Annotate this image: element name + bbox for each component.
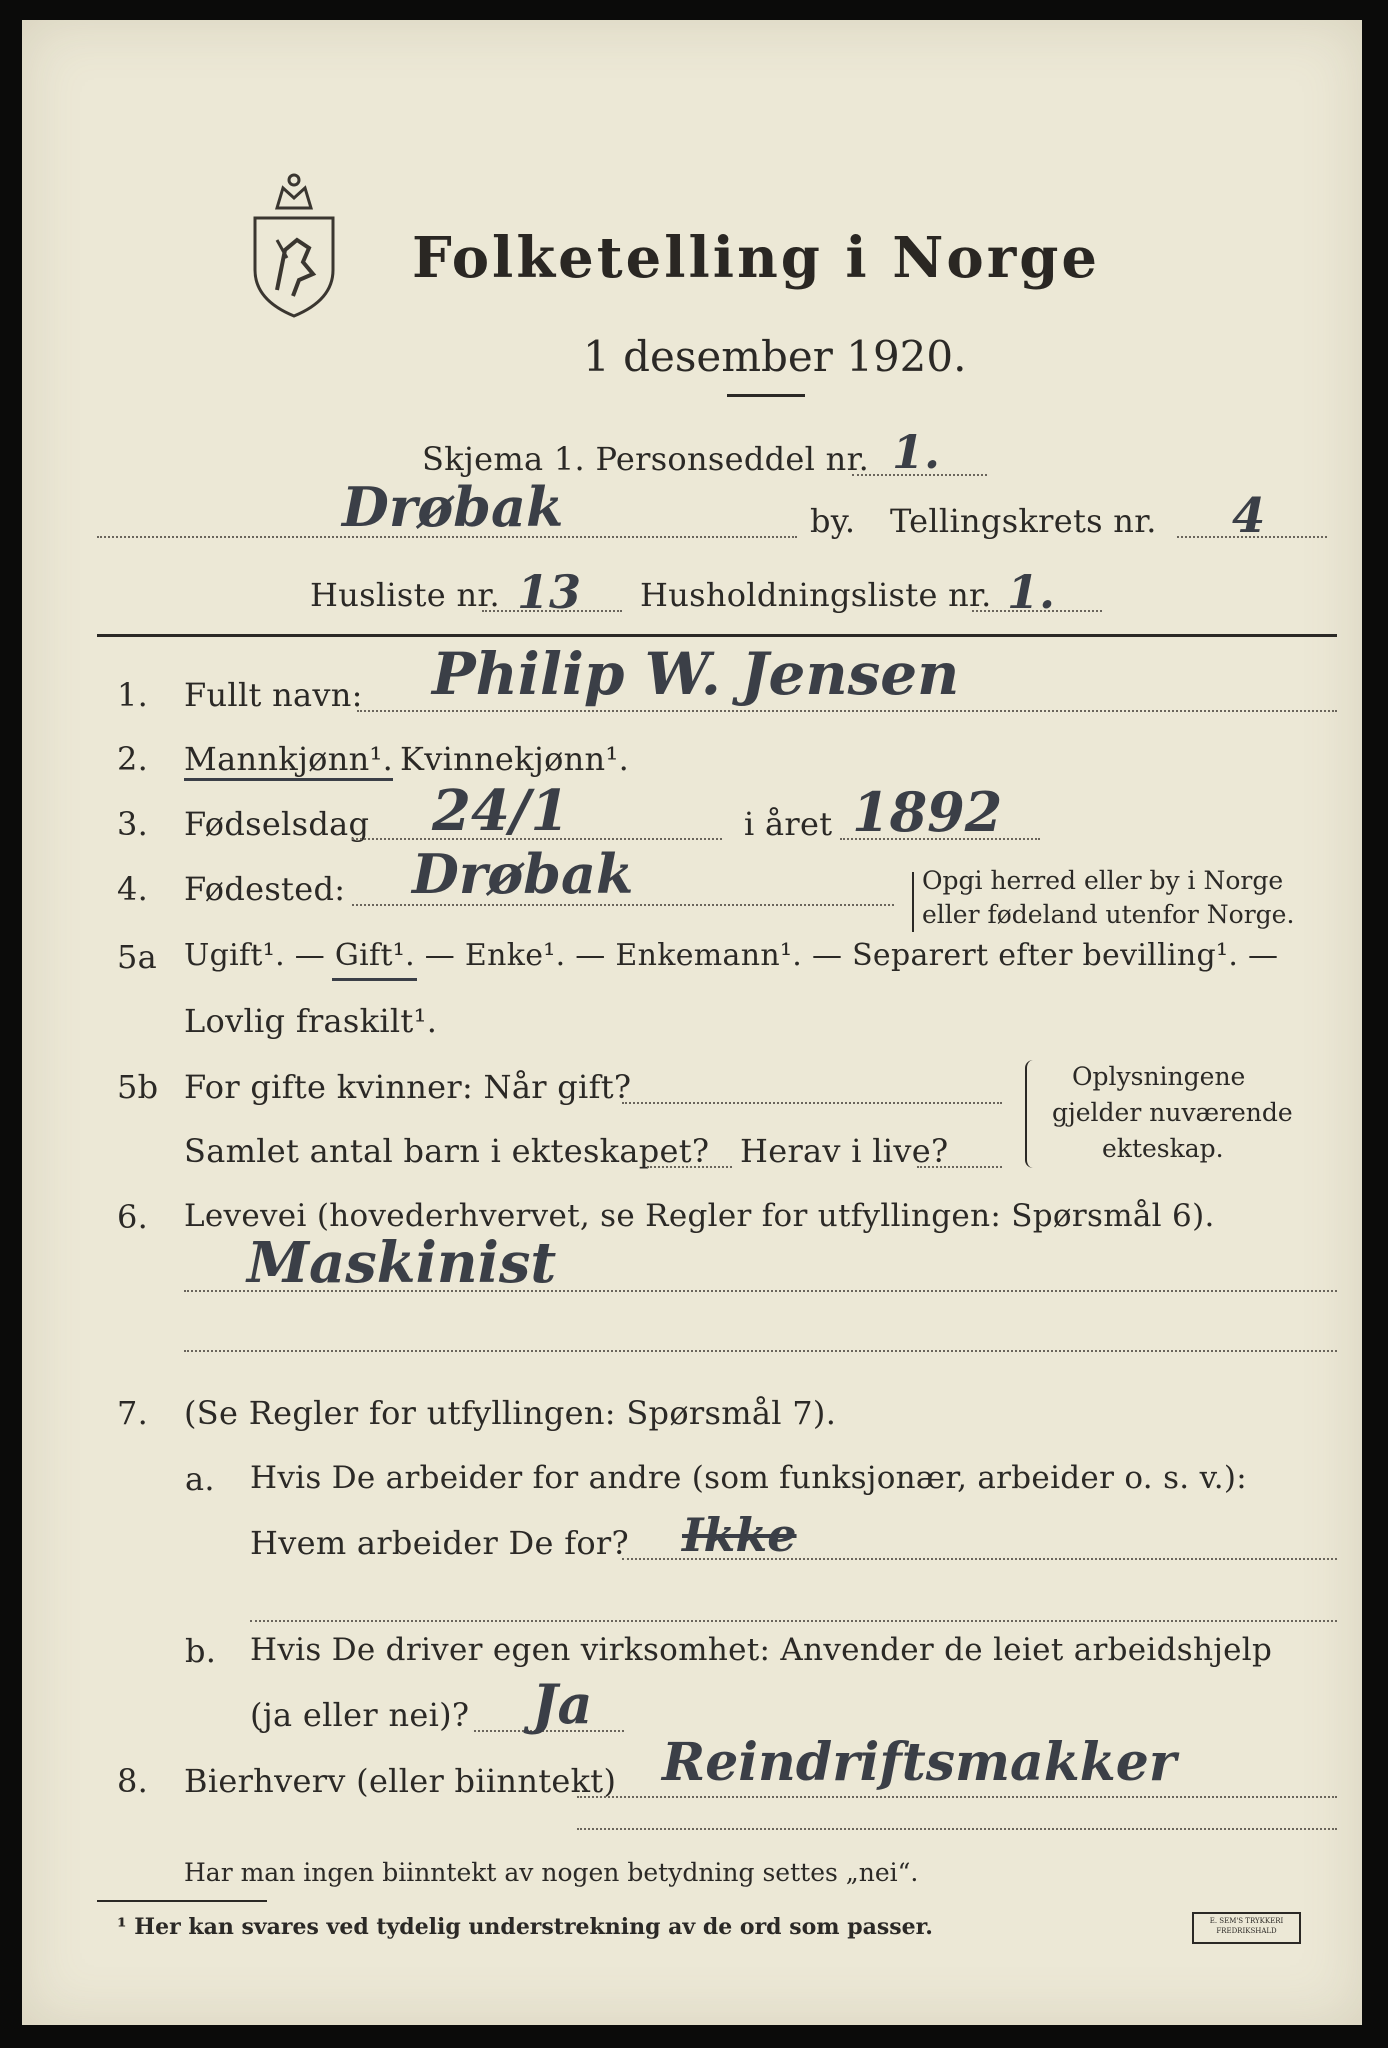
skjema-label: Skjema 1. Personseddel nr. xyxy=(422,440,870,478)
q3-label: Fødselsdag xyxy=(184,805,370,843)
q5b-married-line[interactable] xyxy=(622,1102,1002,1104)
husholdning-label: Husholdningsliste nr. xyxy=(640,576,992,614)
q3-year-label: i året xyxy=(744,805,833,843)
q7a-line2: Hvem arbeider De for? xyxy=(250,1524,629,1562)
census-date: 1 desember 1920. xyxy=(583,332,967,381)
place-value[interactable]: Drøbak xyxy=(342,475,564,539)
q8-label: Bierhverv (eller biinntekt) xyxy=(184,1762,617,1800)
q6-label: Levevei (hovederhvervet, se Regler for utfyllingen: Spørsmål 6). xyxy=(184,1198,1215,1234)
q7b-line2: (ja eller nei)? xyxy=(250,1696,470,1734)
q5b-alive-line[interactable] xyxy=(917,1166,1002,1168)
q1-value[interactable]: Philip W. Jensen xyxy=(432,640,960,708)
q7b-value[interactable]: Ja xyxy=(532,1672,593,1736)
skjema-value[interactable]: 1. xyxy=(892,425,941,479)
q5b-note-line2: gjelder nuværende xyxy=(1052,1098,1293,1127)
q4-note-line2: eller fødeland utenfor Norge. xyxy=(922,900,1295,929)
q7a-letter: a. xyxy=(185,1460,215,1498)
printer-line1: E. SEM'S TRYKKERI xyxy=(1209,1917,1284,1925)
q4-number: 4. xyxy=(117,870,149,908)
q8-value[interactable]: Reindriftsmakker xyxy=(662,1732,1177,1793)
q4-note-line1: Opgi herred eller by i Norge xyxy=(922,866,1284,895)
q5a-number: 5a xyxy=(117,938,158,976)
footnote-divider xyxy=(97,1900,267,1902)
q7b-line1: Hvis De driver egen virksomhet: Anvender de leiet arbeidshjelp xyxy=(250,1632,1273,1668)
husliste-label: Husliste nr. xyxy=(310,576,500,614)
q4-value[interactable]: Drøbak xyxy=(412,842,634,906)
q6-line2 xyxy=(184,1350,1337,1352)
by-label: by. xyxy=(810,502,856,540)
biinntekt-note: Har man ingen biinntekt av nogen betydning settes „nei“. xyxy=(184,1858,919,1887)
q2-mann-option[interactable]: Mannkjønn¹. xyxy=(184,740,393,781)
husliste-value[interactable]: 13 xyxy=(517,565,582,619)
q7b-letter: b. xyxy=(185,1632,217,1670)
q8-line2 xyxy=(577,1828,1337,1830)
printer-line2: FREDRIKSHALD xyxy=(1216,1927,1277,1935)
q8-number: 8. xyxy=(117,1762,149,1800)
norway-coat-of-arms-icon xyxy=(247,170,342,324)
q5a-options[interactable]: Ugift¹. — Gift¹. — Enke¹. — Enkemann¹. — Separert efter bevilling¹. — xyxy=(184,938,1279,973)
q5b-note-line3: ekteskap. xyxy=(1102,1134,1224,1163)
q2-kvinne-option[interactable]: Kvinnekjønn¹. xyxy=(400,740,630,778)
q2-number: 2. xyxy=(117,740,149,778)
q7-number: 7. xyxy=(117,1394,149,1432)
q5a-options-line2[interactable]: Lovlig fraskilt¹. xyxy=(184,1002,438,1040)
q7a-line-extra xyxy=(250,1620,1337,1622)
printer-stamp xyxy=(1192,1912,1301,1944)
q7a-line1: Hvis De arbeider for andre (som funksjonær, arbeider o. s. v.): xyxy=(250,1460,1248,1496)
q4-label: Fødested: xyxy=(184,870,346,908)
q7a-value[interactable]: Ikke xyxy=(682,1508,797,1562)
form-title: Folketelling i Norge xyxy=(412,225,1101,291)
q5b-line2b: Herav i live? xyxy=(740,1132,949,1170)
tellingskrets-label: Tellingskrets nr. xyxy=(890,502,1157,540)
form-sheet xyxy=(22,20,1362,2025)
q1-number: 1. xyxy=(117,676,149,714)
q5b-note-brace xyxy=(1025,1060,1037,1168)
q6-value[interactable]: Maskinist xyxy=(247,1230,557,1296)
tellingskrets-value[interactable]: 4 xyxy=(1232,488,1266,544)
q5a-gift-underline xyxy=(332,978,417,981)
q3-day-value[interactable]: 24/1 xyxy=(432,778,570,844)
q1-line xyxy=(357,710,1337,712)
header-divider xyxy=(97,634,1337,637)
q5b-number: 5b xyxy=(117,1068,159,1106)
q3-number: 3. xyxy=(117,805,149,843)
q5b-children-line[interactable] xyxy=(647,1166,732,1168)
footnote: ¹ Her kan svares ved tydelig understrekning av de ord som passer. xyxy=(117,1914,933,1940)
q8-line xyxy=(577,1796,1337,1798)
title-divider xyxy=(727,394,805,397)
q7-label: (Se Regler for utfyllingen: Spørsmål 7). xyxy=(184,1394,837,1432)
q3-year-value[interactable]: 1892 xyxy=(852,780,1003,844)
husholdning-value[interactable]: 1. xyxy=(1007,565,1056,619)
q1-label: Fullt navn: xyxy=(184,676,363,714)
q6-number: 6. xyxy=(117,1198,149,1236)
q5b-line2: Samlet antal barn i ekteskapet? xyxy=(184,1132,710,1170)
q5b-line1: For gifte kvinner: Når gift? xyxy=(184,1068,632,1106)
q5b-note-line1: Oplysningene xyxy=(1072,1062,1246,1091)
